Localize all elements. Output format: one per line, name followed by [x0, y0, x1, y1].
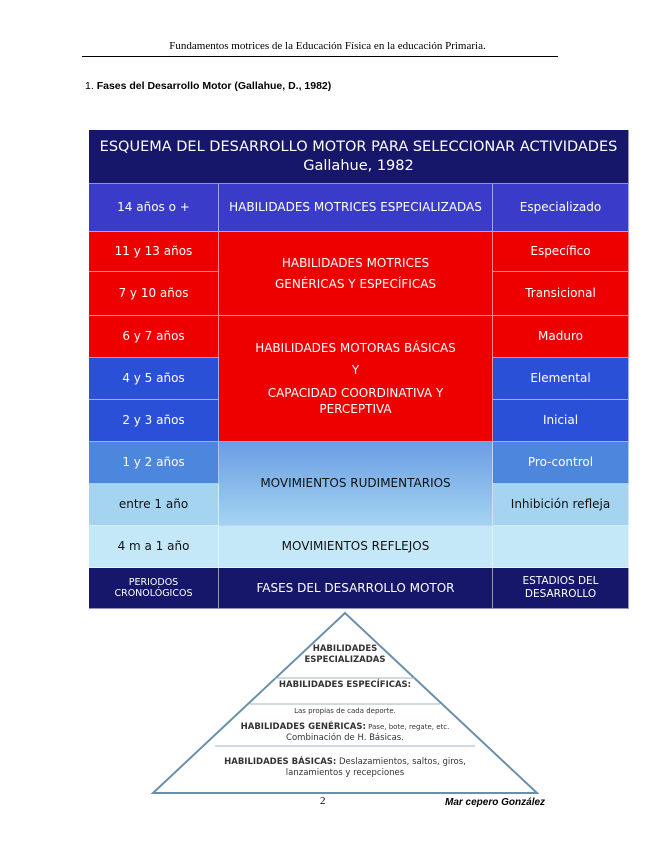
age-cell: 6 y 7 años [89, 316, 219, 358]
pyramid-level2-title: HABILIDADES ESPECÍFICAS: [278, 680, 412, 690]
pyramid-level2-desc: Las propias de cada deporte. [294, 707, 396, 715]
phase-rudimentary: MOVIMIENTOS RUDIMENTARIOS [219, 442, 493, 526]
age-cell: 4 y 5 años [89, 358, 219, 400]
pyramid-level4-line2: lanzamientos y recepciones [285, 768, 405, 779]
footer-stages: ESTADIOS DEL DESARROLLO [493, 568, 629, 609]
stage-cell: Maduro [493, 316, 629, 358]
pyramid-level3-line2: Combinación de H. Básicas. [286, 733, 404, 744]
pyramid-level1-line1: HABILIDADES [312, 644, 378, 654]
pyramid-level3-title: HABILIDADES GENÉRICAS: [240, 722, 366, 732]
pyramid-level3 [195, 722, 495, 745]
scheme-title-line2: Gallahue, 1982 [303, 157, 414, 174]
footer-periods: PERIODOS CRONOLÓGICOS [89, 568, 219, 609]
section-heading [85, 80, 331, 92]
stage-cell: Inicial [493, 400, 629, 442]
phase-basic-line1: HABILIDADES MOTORAS BÁSICAS [255, 341, 456, 356]
phase-generic-line1: HABILIDADES MOTRICES [281, 256, 430, 271]
phase-basic-line2: Y [351, 363, 360, 378]
age-cell: 4 m a 1 año [89, 526, 219, 568]
stage-cell: Pro-control [493, 442, 629, 484]
motor-development-scheme [89, 130, 629, 609]
stage-cell: Inhibición refleja [493, 484, 629, 526]
phase-generic-line2: GENÉRICAS Y ESPECÍFICAS [274, 276, 437, 291]
age-cell: 2 y 3 años [89, 400, 219, 442]
stage-cell: Especializado [493, 184, 629, 232]
pyramid-level4-title: HABILIDADES BÁSICAS: [224, 757, 337, 767]
header-rule [82, 56, 558, 57]
page-header: Fundamentos motrices de la Educación Física en la educación Primaria. [169, 40, 486, 52]
age-cell: 11 y 13 años [89, 232, 219, 272]
stage-cell: Específico [493, 232, 629, 272]
age-cell: 14 años o + [89, 184, 219, 232]
phase-reflex: MOVIMIENTOS REFLEJOS [219, 526, 493, 568]
stage-cell [493, 526, 629, 568]
pyramid-level1-line2: ESPECIALIZADAS [304, 654, 386, 665]
scheme-title [89, 130, 629, 184]
scheme-title-line1: ESQUEMA DEL DESARROLLO MOTOR PARA SELECCIONAR ACTIVIDADES [99, 138, 618, 155]
footer-phases: FASES DEL DESARROLLO MOTOR [219, 568, 493, 609]
pyramid-level3-desc: Pase, bote, regate, etc. [365, 723, 450, 731]
page-number: 2 [320, 795, 326, 807]
pyramid-level1 [280, 644, 410, 665]
age-cell: 1 y 2 años [89, 442, 219, 484]
phase-basic [219, 316, 493, 442]
phase-basic-line3: CAPACIDAD COORDINATIVA Y PERCEPTIVA [267, 385, 444, 416]
phase-specialized: HABILIDADES MOTRICES ESPECIALIZADAS [219, 184, 493, 232]
stage-cell: Transicional [493, 272, 629, 316]
section-number: 1. [85, 80, 94, 92]
pyramid-level4 [175, 757, 515, 780]
stage-cell: Elemental [493, 358, 629, 400]
skills-pyramid [150, 610, 540, 795]
age-cell: entre 1 año [89, 484, 219, 526]
age-cell: 7 y 10 años [89, 272, 219, 316]
phase-generic [219, 232, 493, 316]
author-name: Mar cepero González [445, 797, 546, 808]
pyramid-level4-desc: Deslazamientos, saltos, giros, [336, 757, 466, 767]
section-title: Fases del Desarrollo Motor (Gallahue, D., 1982) [96, 80, 332, 92]
